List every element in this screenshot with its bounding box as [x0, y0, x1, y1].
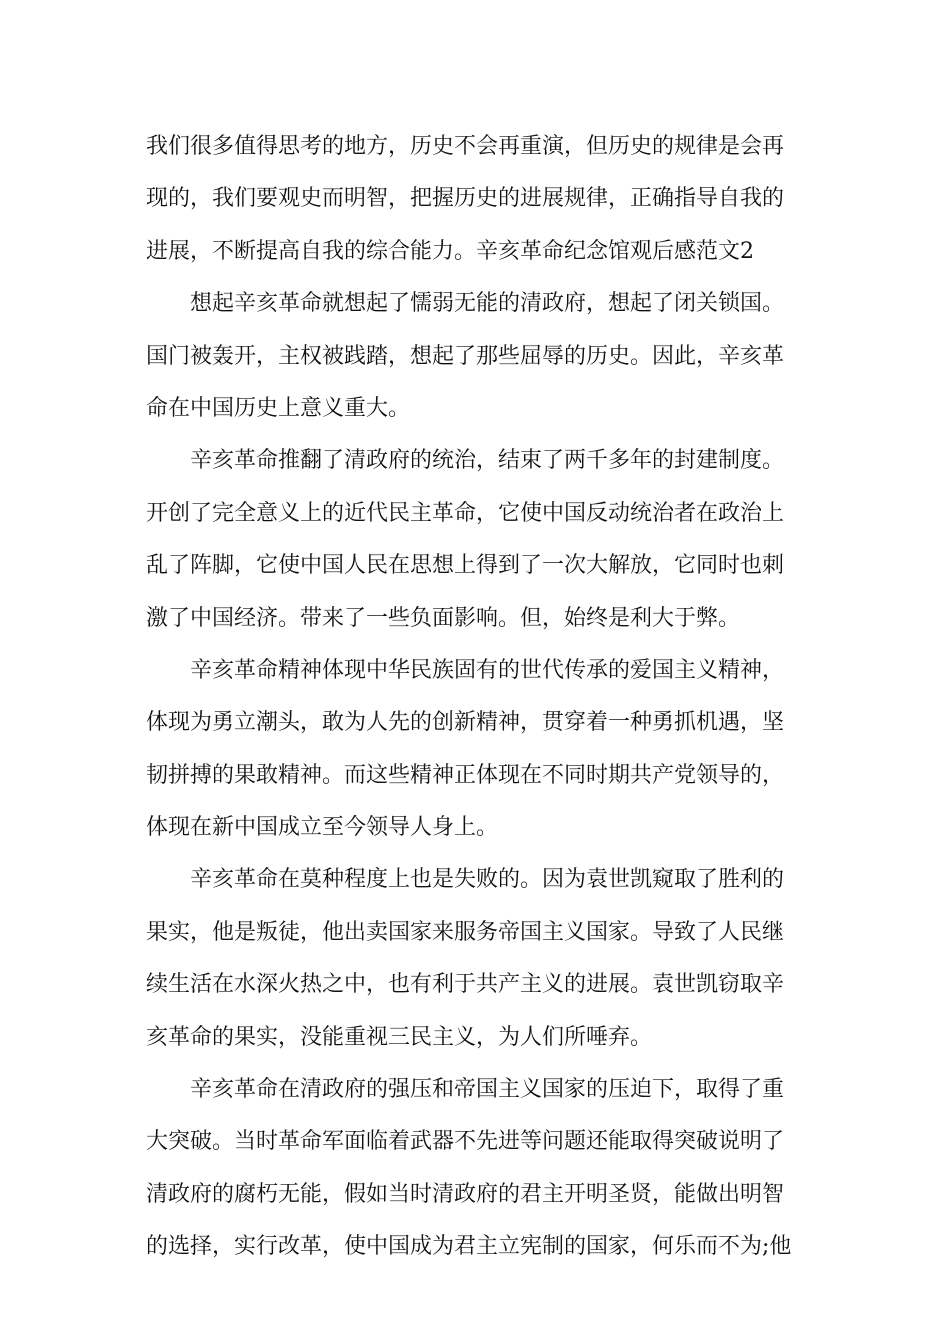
- text-line: 命在中国历史上意义重大。: [146, 395, 411, 421]
- paragraph-first-line: 想起辛亥革命就想起了懦弱无能的清政府，想起了闭关锁国。: [190, 291, 785, 317]
- paragraph-first-line: 辛亥革命精神体现中华民族固有的世代传承的爱国主义精神，: [190, 657, 785, 683]
- text-line: 的选择，实行改革，使中国成为君主立宪制的国家，何乐而不为;他: [146, 1234, 792, 1260]
- text-line: 体现为勇立潮头，敢为人先的创新精神，贯穿着一种勇抓机遇，坚: [146, 710, 785, 736]
- text-line: 清政府的腐朽无能，假如当时清政府的君主开明圣贤，能做出明智: [146, 1181, 785, 1207]
- paragraph-first-line: 辛亥革命在清政府的强压和帝国主义国家的压迫下，取得了重: [190, 1077, 785, 1103]
- text-line: 现的，我们要观史而明智，把握历史的进展规律，正确指导自我的: [146, 186, 785, 212]
- text-line: 大突破。当时革命军面临着武器不先进等问题还能取得突破说明了: [146, 1129, 785, 1155]
- paragraph-first-line: 辛亥革命在莫种程度上也是失败的。因为袁世凯窥取了胜利的: [190, 867, 785, 893]
- body-text: [146, 121, 806, 1274]
- text-line: 韧拼搏的果敢精神。而这些精神正体现在不同时期共产党领导的，: [146, 762, 785, 788]
- text-line: 进展，不断提高自我的综合能力。辛亥革命纪念馆观后感范文2: [146, 238, 754, 264]
- text-line: 体现在新中国成立至今领导人身上。: [146, 815, 499, 841]
- text-line: 开创了完全意义上的近代民主革命，它使中国反动统治者在政治上: [146, 500, 785, 526]
- text-line: 国门被轰开，主权被践踏，想起了那些屈辱的历史。因此，辛亥革: [146, 343, 785, 369]
- text-line: 乱了阵脚，它使中国人民在思想上得到了一次大解放，它同时也刺: [146, 553, 785, 579]
- text-line: 续生活在水深火热之中，也有利于共产主义的进展。袁世凯窃取辛: [146, 972, 785, 998]
- text-line: 果实，他是叛徒，他出卖国家来服务帝国主义国家。导致了人民继: [146, 919, 785, 945]
- paragraph-first-line: 辛亥革命推翻了清政府的统治，结束了两千多年的封建制度。: [190, 448, 785, 474]
- text-line: 亥革命的果实，没能重视三民主义，为人们所唾弃。: [146, 1024, 653, 1050]
- text-line: 我们很多值得思考的地方，历史不会再重演，但历史的规律是会再: [146, 134, 785, 159]
- text-line: 激了中国经济。带来了一些负面影响。但，始终是利大于弊。: [146, 605, 741, 631]
